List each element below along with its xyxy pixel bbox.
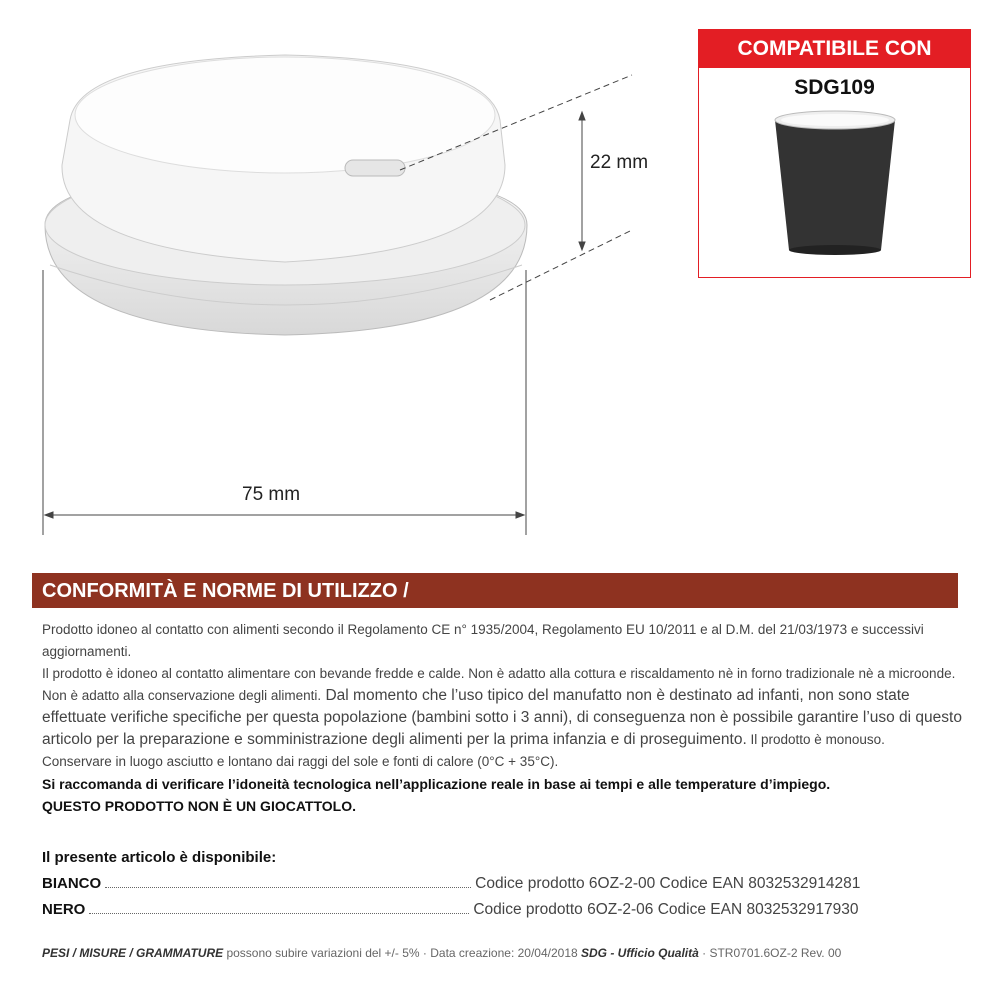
variant-row [42,875,962,901]
paragraph-usage [42,663,962,751]
compatibility-box [698,29,971,278]
footer-text: · STR0701.6OZ-2 Rev. 00 [698,946,842,960]
footer [42,946,841,960]
variant-row [42,901,962,927]
conformity-text [42,619,962,817]
variant-color: BIANCO [42,875,102,892]
paragraph-not-toy: QUESTO PRODOTTO NON È UN GIOCATTOLO. [42,798,356,814]
footer-bold: PESI / MISURE / GRAMMATURE [42,946,224,960]
paragraph-regulation: Prodotto idoneo al contatto con alimenti secondo il Regolamento CE n° 1935/2004, Regolamento EU 10/2011 e al D.M. del 21/03/1973 e successivi aggiornamenti. [42,622,924,659]
variant-info: Codice prodotto 6OZ-2-06 Codice EAN 8032532917930 [473,901,859,918]
lid-image [45,55,527,335]
paragraph-storage: Conservare in luogo asciutto e lontano dai raggi del sole e fonti di calore (0°C + 35°C). [42,754,559,769]
variant-color: NERO [42,901,86,918]
availability-title: Il presente articolo è disponibile: [42,849,277,866]
usage-text: Il prodotto è idoneo al contatto alimentare con bevande fredde e calde. Non è adatto alla cottura e riscaldamento nè in forno tradizionale nè a microonde. Non è adatto alla conservazione degli alimenti. [42,666,956,703]
compat-code: SDG109 [794,76,875,99]
infant-text: Dal momento che l’uso tipico del manufatto non è destinato ad infanti, non sono state effettuate verifiche specifiche per questa popolazione (bambini sotto i 3 anni), di conseguenza non è possibile garantire l’uso di questo articolo per la preparazione e somministrazione degli alimenti per la prima infanzia e di proseguimento. [42,687,962,748]
leader-dots [105,877,471,888]
footer-text: possono subire variazioni del +/- 5% · Data creazione: 20/04/2018 [223,946,582,960]
cup-image [699,100,970,270]
leader-dots [89,903,469,914]
paragraph-warning: Si raccomanda di verificare l’idoneità tecnologica nell’applicazione reale in base ai tempi e alle temperature d’impiego. [42,776,831,792]
availability [42,849,962,927]
footer-bold: SDG - Ufficio Qualità [581,946,699,960]
section-header: CONFORMITÀ E NORME DI UTILIZZO / [32,573,958,608]
height-dimension: 22 mm [590,152,649,173]
width-dimension: 75 mm [242,484,301,505]
single-use-text: Il prodotto è monouso. [746,732,885,747]
compat-title: COMPATIBILE CON [699,30,970,68]
variant-info: Codice prodotto 6OZ-2-00 Codice EAN 8032532914281 [475,875,861,892]
